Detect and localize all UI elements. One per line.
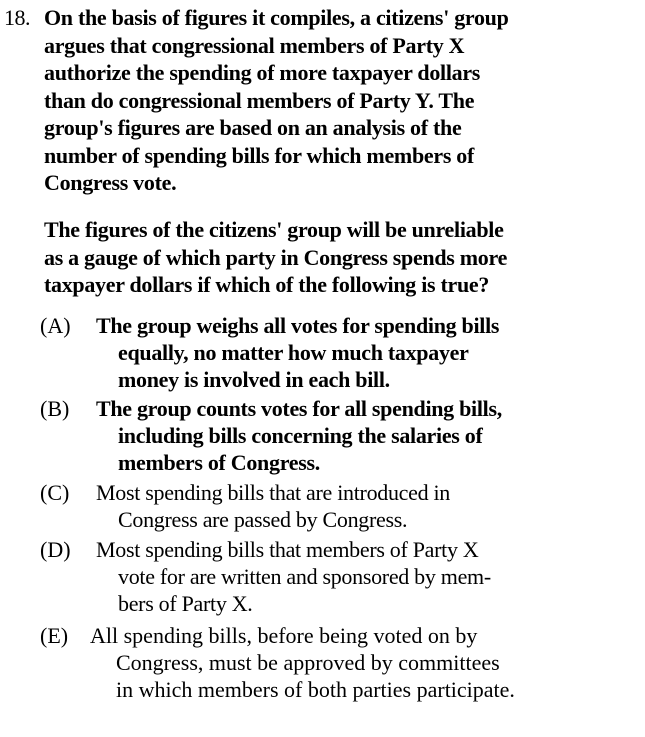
option-label: (E) [40, 623, 69, 648]
option-text-line: Most spending bills that members of Party X [96, 537, 479, 562]
option-text-line: equally, no matter how much taxpayer [118, 340, 469, 365]
option-text-line: including bills concerning the salaries of [118, 423, 483, 448]
option-text-line: members of Congress. [118, 450, 320, 475]
question-number: 18. [4, 5, 30, 30]
stem-line: authorize the spending of more taxpayer dollars [44, 60, 481, 85]
answer-option-a[interactable] [40, 312, 640, 393]
option-text-line: Congress, must be approved by committees [116, 650, 500, 675]
stem-line: argues that congressional members of Party X [44, 32, 465, 58]
option-label: (A) [40, 313, 71, 338]
stem-line: Congress vote. [44, 170, 177, 195]
answer-options [40, 312, 640, 703]
stem-line: number of spending bills for which members of [44, 142, 475, 168]
option-label: (C) [40, 480, 70, 505]
answer-option-c[interactable] [40, 479, 640, 533]
option-text-line: Most spending bills that are introduced in [96, 480, 451, 505]
option-text-line: All spending bills, before being voted on by [90, 623, 478, 648]
option-label: (D) [40, 537, 71, 562]
stem-line: On the basis of figures it compiles, a citizens' group [44, 5, 509, 30]
prompt-line: as a gauge of which party in Congress spends more [44, 244, 508, 270]
question-prompt [44, 216, 634, 299]
answer-option-b[interactable] [40, 395, 640, 476]
option-text-line: money is involved in each bill. [118, 367, 390, 392]
answer-option-d[interactable] [40, 536, 640, 617]
prompt-line: The figures of the citizens' group will be unreliable [44, 217, 504, 242]
option-text-line: The group counts votes for all spending bills, [96, 396, 502, 421]
answer-option-e[interactable] [40, 622, 640, 703]
prompt-line: taxpayer dollars if which of the following is true? [44, 272, 490, 297]
stem-line: than do congressional members of Party Y. The [44, 87, 475, 113]
option-text-line: The group weighs all votes for spending bills [96, 313, 500, 338]
option-text-line: bers of Party X. [118, 591, 253, 616]
option-label: (B) [40, 396, 70, 421]
option-text-line: Congress are passed by Congress. [118, 507, 408, 532]
option-text-line: in which members of both parties participate. [116, 677, 515, 702]
stem-line: group's figures are based on an analysis of the [44, 115, 462, 140]
option-text-line: vote for are written and sponsored by mem- [118, 564, 491, 589]
question-stem [44, 4, 634, 197]
